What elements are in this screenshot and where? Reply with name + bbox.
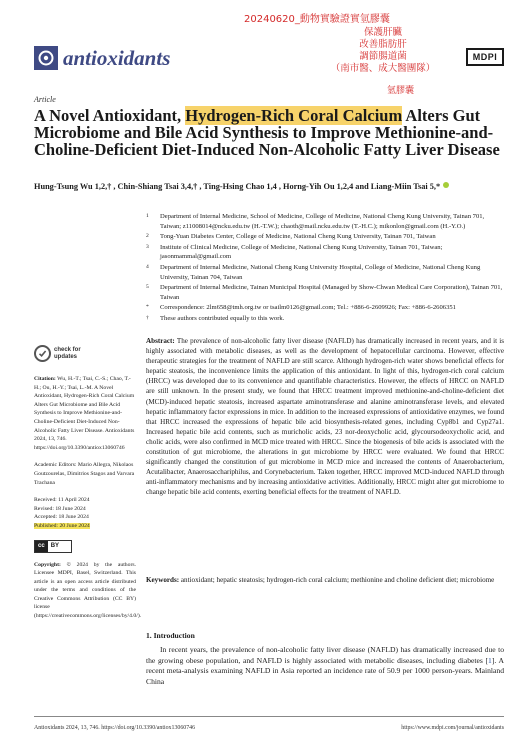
- affiliation-number: 3: [146, 243, 149, 250]
- abstract: [146, 336, 504, 498]
- check-updates-icon: [34, 345, 51, 362]
- accepted-date: Accepted: 18 June 2024: [34, 514, 89, 521]
- publication-dates: [34, 496, 136, 530]
- annotation-block: [302, 27, 464, 75]
- check-updates-line1: check for: [54, 346, 81, 353]
- affiliation-item: [146, 212, 506, 231]
- annotation-top: 20240620_動物實驗證實氫膠囊: [244, 14, 390, 25]
- affiliations: [146, 212, 506, 325]
- title-part-post: Alters Gut Microbiome and Bile Acid Synthesis to Improve Methionine-and-Choline-Deficient Diet-Induced Non-Alcoholic Fatty Liver Disease: [34, 106, 500, 159]
- title-highlight: Hydrogen-Rich Coral Calcium: [185, 106, 403, 125]
- author-list: [34, 182, 504, 191]
- page-footer: [34, 725, 504, 731]
- annotation-line: 調節腸道菌: [359, 51, 407, 62]
- affiliation-text: Department of Internal Medicine, National Cheng Kung University Hospital, College of Medicine, National Cheng Kung University, Tainan 704, Taiwan: [160, 263, 481, 281]
- equal-contribution-note: [146, 314, 506, 324]
- annotation-line: 保護肝臟: [363, 27, 402, 38]
- keywords-label: Keywords:: [146, 576, 180, 584]
- affiliation-text: Department of Internal Medicine, School of Medicine, College of Medicine, National Cheng Kung University, Tainan 701, Taiwan; z11008014@ncku.edu.tw (H.-T.W.); chaoth@mail.ncku.edu.tw (T.-H.C.); mikonlon@gmail.com (H.-Y.O.): [160, 213, 485, 230]
- authors-text[interactable]: Hung-Tsung Wu 1,2,† , Chin-Shiang Tsai 3,4,† , Ting-Hsing Chao 1,4 , Horng-Yih Ou 1,2,4 and Liang-Miin Tsai 5,*: [34, 182, 441, 191]
- annotation-line: （南市醫、成大醫團隊）: [330, 63, 436, 74]
- cc-by-license-icon[interactable]: [34, 540, 72, 553]
- affiliation-number: †: [146, 314, 149, 321]
- check-for-updates-button[interactable]: [34, 345, 136, 362]
- keywords: [146, 575, 504, 585]
- copyright-label: Copyright:: [34, 561, 61, 568]
- affiliation-text: Correspondence: 2lm658@tmh.org.tw or tsailm0126@gmail.com; Tel.: +886-6-2609926; Fax: +886-6-2606351: [160, 304, 456, 312]
- affiliation-text: Institute of Clinical Medicine, College of Medicine, National Cheng Kung University, Tainan 701, Taiwan; jasonmammal@gmail.com: [160, 243, 443, 261]
- published-date: Published: 20 June 2024: [34, 522, 90, 529]
- journal-logo-icon: [34, 46, 58, 70]
- affiliation-number: 4: [146, 263, 149, 270]
- academic-editors: Academic Editors: Mario Allegra, Nikolaos Goutzourelas, Dimitrios Stagos and Varvara Trachana: [34, 462, 135, 486]
- annotation-line: 改善脂肪肝: [359, 39, 407, 50]
- affiliation-text: These authors contributed equally to this work.: [160, 314, 285, 322]
- affiliation-number: 5: [146, 284, 149, 291]
- footer-divider: [34, 716, 504, 717]
- mdpi-logo[interactable]: [466, 48, 504, 66]
- check-updates-label: [54, 347, 81, 361]
- affiliation-item: [146, 283, 506, 302]
- affiliation-number: 2: [146, 233, 149, 240]
- orcid-icon[interactable]: [443, 182, 449, 188]
- revised-date: Revised: 18 June 2024: [34, 505, 86, 512]
- affiliation-text: Department of Internal Medicine, Tainan Municipal Hospital (Managed by Show-Chwan Medical Care Corporation), Tainan 701, Taiwan: [160, 284, 503, 301]
- abstract-label: Abstract:: [146, 337, 175, 345]
- copyright-text: © 2024 by the authors. Licensee MDPI, Basel, Switzerland. This article is an open access article distributed under the terms and conditions of the Creative Commons Attribution (CC BY) license (https://creativecommons.org/licenses/by/4.0/).: [34, 561, 142, 620]
- sidebar: [34, 345, 142, 621]
- section-heading: 1. Introduction: [146, 631, 195, 640]
- copyright-notice: [34, 561, 142, 621]
- affiliation-number: 1: [146, 213, 149, 219]
- introduction-paragraph: [146, 645, 504, 688]
- affiliation-item: [146, 232, 506, 242]
- journal-name[interactable]: antioxidants: [63, 46, 171, 70]
- article-type: Article: [34, 95, 56, 104]
- intro-text-pre: In recent years, the prevalence of non-alcoholic fatty liver disease (NAFLD) has dramatically increased due to the growing obese population, and NAFLD is highly associated with metabolic diseases, including diabetes [: [146, 645, 504, 665]
- annotation-small: 氫膠囊: [387, 86, 415, 96]
- affiliation-text: Tong-Yuan Diabetes Center, College of Medicine, National Cheng Kung University, Tainan 701, Taiwan: [160, 233, 436, 241]
- check-updates-line2: updates: [54, 353, 78, 360]
- received-date: Received: 11 April 2024: [34, 497, 90, 504]
- cc-label: cc: [35, 541, 48, 552]
- correspondence: [146, 303, 506, 313]
- publisher-label: MDPI: [472, 52, 498, 62]
- by-label: BY: [50, 543, 60, 549]
- citation-label: Citation:: [34, 376, 56, 382]
- affiliation-item: [146, 243, 506, 262]
- affiliation-item: [146, 263, 506, 282]
- affiliation-number: *: [146, 304, 149, 311]
- citation-text: Wu, H.-T.; Tsai, C.-S.; Chao, T.-H.; Ou, H.-Y.; Tsai, L.-M. A Novel Antioxidant, Hydrogen-Rich Coral Calcium Alters Gut Microbiome and Bile Acid Synthesis to Improve Methionine-and-Choline-Deficient Diet-Induced Non-Alcoholic Fatty Liver Disease. Antioxidants 2024, 13, 746. https://doi.org/10.3390/antiox13060746: [34, 376, 135, 451]
- keywords-text: antioxidant; hepatic steatosis; hydrogen-rich coral calcium; methionine and choline deficient diet; microbiome: [180, 576, 495, 584]
- intro-text-post: ]. A recent meta-analysis examining NAFLD in Asia reported an incidence rate of 50.9 per 1000 person-years. Mainland China: [146, 655, 504, 687]
- citation-link[interactable]: 1: [488, 655, 492, 665]
- abstract-text: The prevalence of non-alcoholic fatty liver disease (NAFLD) has dramatically increased in recent years, and it is highly associated with metabolic diseases, as well as the development of hepatocellular carcinoma. However, effective therapeutic strategies for the treatment of NAFLD are still scarce. Although hydrogen-rich water shows beneficial effects for hepatic steatosis, the inconvenience limits the application of this antioxidant. In light of this, hydrogen-rich coral calcium (HRCC) was developed due to its convenience and quantifiable characteristics. However, the effects of HRCC on NAFLD are still unknown. In the present study, we found that HRCC treatment improved methionine-and-choline-deficient diet (MCD)-induced hepatic steatosis, increased aspartate aminotransferase and alanine aminotransferase levels, and elevated hepatic inflammatory factor expressions in mice. In addition to the increased expressions of antioxidative enzymes, we found that HRCC increased the expressions of hepatic bile acid biosynthesis-related genes, including Cyp8b1 and Cyp27a1. Increased hepatic bile acid contents, such as muricholic acids, 23 nor-deoxycholic acid, glycoursodeoxycholic acid, and cholic acids, were also confirmed in MCD mice treated with HRCC. Since the biogenesis of bile acids is associated with the constitution of gut microbiome, the alterations in gut microbiome by HRCC were evaluated. We found that HRCC significantly changed the constitution of gut microbiome in MCD mice and increased the contents of Anaerobacterium, Acutalibacter, Anaerosacchariphilus, and Corynebacterium. Taken together, HRCC improved MCD-induced NAFLD through anti-inflammatory mechanisms and by increasing antioxidative activities. Additionally, HRCC might alter gut microbiome to change hepatic bile acid contents, exerting beneficial effects for the treatment of NAFLD.: [146, 337, 504, 497]
- citation: [34, 375, 136, 452]
- footer-journal-url[interactable]: https://www.mdpi.com/journal/antioxidants: [401, 725, 504, 731]
- footer-citation[interactable]: Antioxidants 2024, 13, 746. https://doi.org/10.3390/antiox13060746: [34, 725, 196, 731]
- title-part-pre: A Novel Antioxidant,: [34, 106, 186, 125]
- article-title: [34, 107, 504, 158]
